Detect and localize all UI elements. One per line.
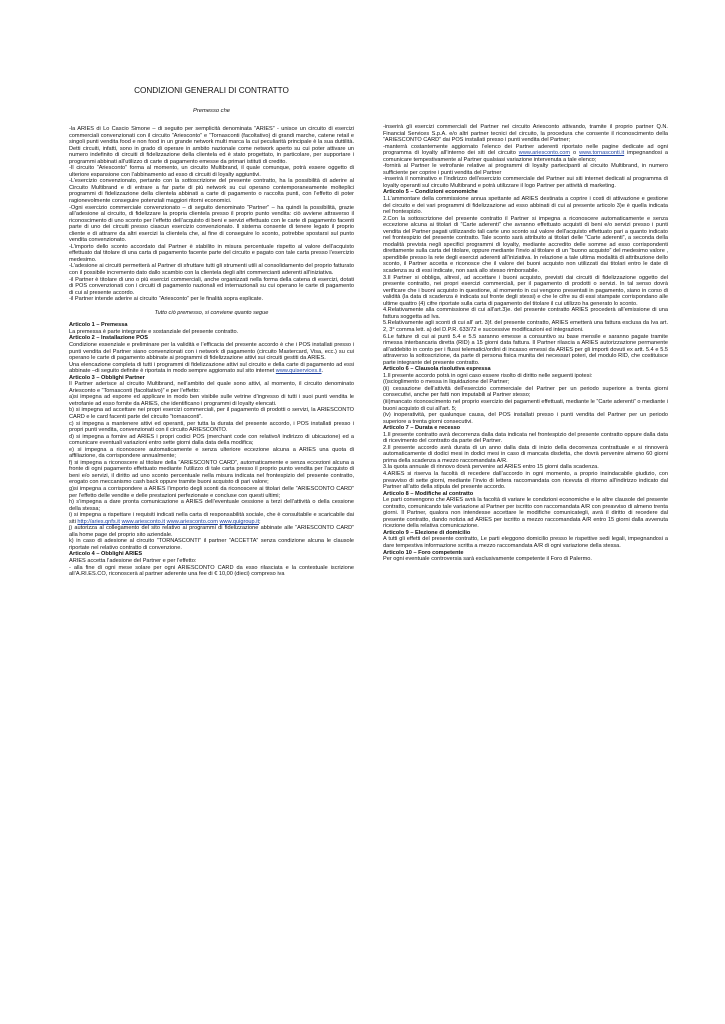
paragraph bbox=[383, 412, 668, 425]
paragraph bbox=[383, 536, 668, 549]
paragraph-text: Articolo 6 – Clausola risolutiva espressa bbox=[383, 366, 491, 373]
web-link[interactable]: www.ariesconto.com bbox=[518, 150, 571, 157]
paragraph-text: e) si impegna a riconoscere automaticamente e senza ulteriore eccezione alcuna a ARIES una quota di affiliazione, da corrispondere annualmente; bbox=[69, 446, 354, 460]
web-link[interactable]: http://aries.qnfs.it bbox=[77, 518, 120, 525]
web-link[interactable]: www.quiservices.it bbox=[275, 368, 322, 375]
paragraph bbox=[383, 445, 668, 465]
paragraph-text: (iv) inoperatività, per qualunque causa, del POS installati presso i punti vendita del Partner per un periodo superiore a trenta giorni consecutivi. bbox=[383, 412, 668, 425]
web-link[interactable]: www.ariesconto.it bbox=[121, 518, 166, 525]
paragraph-text: -L’esercizio convenzionato, pertanto con la sottoscrizione del presente contratto, ha la possibilità di aderire al Circuito Multibrand e di entrare a far parte di più network su cui operano contemporaneamente molteplici programmi di fidelizzazione della clientela abbinati a carte di pagamento o raccolta punti, con l’effetto di poter ragionevolmente conseguire potenziali maggiori ritorni economici. bbox=[69, 178, 354, 205]
paragraph bbox=[69, 381, 354, 394]
paragraph-text: 6.Le fatture di cui ai punti 5.4 e 5.5 saranno emesse a consuntivo su base mensile e saranno pagate tramite rimessa interbancaria diretta (RID) a 15 giorni data fattura. Il Partner rilascia a ARIES autorizzazione permanente all’addebito in conto per i flussi telematici/ordini di incasso emessi da ARIES per gli importi dovuti ex artt. 5.4 e 5.5 attraverso la sottoscrizione, da parte di persona fisica munita dei necessari poteri, del modulo RID, che costituisce parte integrante del presente contratto. bbox=[383, 333, 668, 366]
paragraph bbox=[383, 275, 668, 308]
paragraph-text: 1.L’ammontare della commissione annua spettante ad ARIES destinata a coprire i costi di attivazione e gestione del circuito e dei vari programmi di fidelizzazione ad esso abbinati di cui al presente articolo 3)e è quella indicata nel frontespizio. bbox=[383, 196, 668, 216]
web-link[interactable]: www.ariesconto.com bbox=[166, 518, 218, 525]
paragraph-text: o bbox=[570, 150, 580, 157]
paragraph bbox=[383, 386, 668, 399]
paragraph-text: f) si impegna a riconoscere al titolare della “ARIESCONTO CARD”, automaticamente e senza eccezioni alcuna a fronte di ogni pagamento effettuato mediante l’utilizzo di tale carta presso il proprio punto vendita per l’acquisto di beni e/o servizi, il diritto ad uno sconto percentuale nella misura indicata nel frontespizio del presente contratto, erogato con meccanismo cash back oppure tramite buoni acquisto di pari valore; bbox=[69, 459, 354, 486]
left-column bbox=[69, 126, 354, 578]
paragraph-text: 2.Con la sottoscrizione del presente contratto il Partner si impegna a riconoscere automaticamente e senza eccezione alcuna ai titolari di “Carte aderenti” che avranno effettuato acquisti di beni e/o servizi presso i punti vendita del Partner pagati utilizzando tali carte uno sconto sul valore dell’acquisto effettuato pari a quanto indicato nel frontespizio del presente contratto. Tale sconto sarà attribuito ai titolari delle “Carte aderenti”, a seconda della modalità prevista negli specifici programmi di loyalty, mediante accredito delle somme ad esso corrispondenti direttamente sulla carta del titolare, oppure mediante l’invio al titolare di un “buono acquisto” del medesimo valore , spendibile presso la rete degli esercizi aderenti all’iniziativa. In relazione a tale ultima modalità di attribuzione dello sconto, il Partner accetta e riconosce che il valore dei buoni acquisto non utilizzati dai titolari entro le date di scadenza su di essi indicate, non sarà allo stesso rimborsabile. bbox=[383, 215, 668, 275]
paragraph-text: j) autorizza al collegamento del sito relativo ai programmi di fidelizzazione abbinate alle “ARIESCONTO CARD” alla home page del proprio sito aziendale. bbox=[69, 525, 354, 538]
paragraph-text: Condizione essenziale e preliminare per la validità e l’efficacia del presente accordo è che i POS installati presso i punti vendita del Partner siano convenzionati con i network di pagamento (circuito Mastercard, Visa, ecc.) su cui operano le carte di pagamento abbinate ai programmi di fidelizzazione attivi sui circuiti gestiti da ARIES. bbox=[69, 341, 354, 362]
paragraph-text: 4.Relativamente alla commissione di cui all’art.3)e. del presente contratto ARIES procederà all’emissione di una fattura soggetta ad Iva. bbox=[383, 307, 668, 320]
paragraph bbox=[69, 434, 354, 447]
paragraph-text: ARIES accetta l’adesione del Partner e per l’effetto: bbox=[69, 558, 197, 564]
paragraph-text: a)si impegna ad esporre ed applicare in modo ben visibile sulle vetrine d’ingresso di tutti i suoi punti vendita le vetrofanie ad esso fornite da ARIES, che identificano i programmi di loyalty elencati. bbox=[69, 394, 354, 407]
paragraph bbox=[69, 499, 354, 512]
paragraph-text: i) si impegna a rispettare i requisiti indicati nella carta di responsabilità sociale, che è consultabile e scaricabile dai siti bbox=[69, 512, 354, 525]
paragraph bbox=[383, 334, 668, 367]
paragraph-text: Articolo 2 – Installazione POS bbox=[69, 335, 148, 342]
paragraph-text: . bbox=[321, 368, 324, 375]
paragraph-text: -fornirà al Partner le vetrofanie relative ai programmi di loyalty partecipanti al circuito Multibrand, in numero sufficiente per coprire i punti vendita del Partner bbox=[383, 163, 668, 176]
paragraph bbox=[69, 565, 354, 578]
paragraph-text: impegnandosi a comunicare tempestivamente al Partner qualsiasi variazione intervenuta a tale elenco; bbox=[383, 150, 668, 163]
paragraph-text: -Ogni esercizio commerciale convenzionato – di seguito denominato “Partner” – ha quindi la possibilità, grazie all’adesione al circuito, di fidelizzare la propria clientela presso il proprio punto vendita: ciò avviene attraverso il riconoscimento di uno sconto per l’effetto dell’acquisto di beni e servizi effettuato con le carte di pagamento facenti parte di uno dei circuiti presso ciascun esercizio convenzionato. Il sistema consente di tenere legato il proprio cliente e di attrarre da altri esercizi la clientela che, al fine di conseguire lo sconto, potrebbe spostarsi sul punto vendita convenzionato. bbox=[69, 204, 354, 244]
paragraph-text: Articolo 1 – Premessa bbox=[69, 322, 128, 329]
right-column bbox=[383, 124, 668, 563]
paragraph-text: Articolo 7 – Durata e recesso bbox=[383, 425, 461, 432]
paragraph bbox=[69, 447, 354, 460]
paragraph-text: 3.Il Partner si obbliga, altresì, ad accettare i buoni acquisto, previsti dai circuiti di fidelizzazione oggetto del presente contratto, nei propri esercizi commerciali, per il pagamento di prodotti o servizi. In tal senso dovrà verificare che i buoni acquisto in questione, al momento in cui vengono presentati in pagamento, siano in corso di validità (la data di scadenza è indicata sul fronte degli stessi) e che le cifre su di essi stampate corrispondano alle ultime quattro (4) cifre riportate sulla carta di pagamento del titolare il cui utilizzo ha generato lo sconto. bbox=[383, 274, 668, 307]
paragraph bbox=[383, 144, 668, 164]
paragraph-text: c) si impegna a mantenere attivi ed operanti, per tutta la durata del presente accordo, i POS installati presso i propri punti vendita, convenzionati con il circuito ARIESCONTO. bbox=[69, 420, 354, 434]
paragraph-text: Le parti convengono che ARIES avrà la facoltà di variare le condizioni economiche e le altre clausole del presente contratto, comunicando tale variazione al Partner per iscritto con raccomandata A/R con preavviso di almeno trenta giorni. Il Partner, qualora non intendesse accettare le modifiche comunicategli, avrà il diritto di recedere dal presente contratto, dando notizia ad ARIES per iscritto a mezzo raccomandata A/R entro 15 giorni dalla avvenuta ricezione della relativa comunicazione. bbox=[383, 497, 668, 530]
paragraph-text: Articolo 3 – Obblighi Partner bbox=[69, 374, 145, 381]
paragraph-text: 5.Relativamente agli sconti di cui all’ art. 3)f. del presente contratto, ARIES emetterà una fattura esclusa da Iva art. 2, 3° comma lett. a) del D.P.R. 633/72 e successive modificazioni ed integrazioni. bbox=[383, 320, 668, 333]
paragraph-text: -Il circuito “Ariesconto” forma al momento, un circuito Multibrand, il quale comunque, potrà essere oggetto di ulteriore espansione con l’abbinamento ad esso di circuiti di loyalty aggiuntivi. bbox=[69, 165, 354, 178]
paragraph-text: -L’importo dello sconto accordato dal Partner è stabilito in misura percentuale rispetto al valore dell’acquisto effettuato dal titolare di una carta di pagamento facente parte del circuito e pagato con tale carta presso l’esercizio medesimo. bbox=[69, 243, 354, 263]
paragraph bbox=[69, 244, 354, 264]
paragraph bbox=[69, 165, 354, 178]
paragraph bbox=[69, 296, 354, 303]
document-title: CONDIZIONI GENERALI DI CONTRATTO bbox=[134, 86, 289, 95]
paragraph bbox=[383, 320, 668, 333]
paragraph bbox=[69, 205, 354, 244]
paragraph-text: h) s’impegna a dare pronta comunicazione a ARIES dell’eventuale cessione a terzi dell’attività o della cessione della stessa; bbox=[69, 499, 354, 512]
paragraph-text: Articolo 9 – Elezione di domicilio bbox=[383, 529, 471, 536]
paragraph bbox=[69, 126, 354, 165]
paragraph-text: d) si impegna a fornire ad ARIES i propri codici POS (merchant code con relativo/i indirizzo di ubicazione) ed a comunicare eventuali variazioni entro sette giorni dalla data della modifica; bbox=[69, 433, 354, 447]
web-link[interactable]: www.quigroup.it bbox=[219, 518, 260, 525]
paragraph bbox=[69, 512, 354, 525]
paragraph-text: Tutto ciò premesso, si conviene quanto segue bbox=[154, 309, 269, 316]
paragraph-text: Il Partner aderisce al circuito Multibrand, nell’ambito del quale sono attivi, al momento, il circuito denominato Ariesconto e “Tornasconti (facoltativo)” e per l’effetto: bbox=[69, 381, 354, 394]
paragraph-text: -manterrà costantemente aggiornato l’elenco dei Partner aderenti riportato nelle pagine dedicate ad ogni programma di loyalty all’interno dei siti del circuito bbox=[383, 143, 668, 157]
paragraph-text: k) in caso di adesione al circuito “TORNASCONTI” il partner “ACCETTA” senza condizione alcuna le clausole riportate nel relativo contratto di convenzione. bbox=[69, 538, 354, 551]
paragraph bbox=[383, 163, 668, 176]
paragraph bbox=[383, 124, 668, 144]
paragraph-text: Articolo 10 – Foro competente bbox=[383, 549, 464, 556]
paragraph bbox=[383, 196, 668, 216]
paragraph-text: g)si impegna a corrispondere a ARIES l’importo degli sconti da riconoscere ai titolari delle “ARIESCONTO CARD” per l’effetto delle vendite e delle prestazioni perfezionate e concluse con questi ultimi; bbox=[69, 485, 354, 499]
paragraph-text: La premessa è parte integrante e sostanziale del presente contratto. bbox=[69, 328, 239, 335]
paragraph bbox=[69, 277, 354, 297]
paragraph bbox=[69, 486, 354, 499]
paragraph-text: -il Partner è titolare di uno o più esercizi commerciali, anche organizzati nella forma della catena di esercizi, dotati di POS convenzionati con i circuiti di pagamento nazionali ed internazionali su cui operano le carte di pagamento di cui al presente accordo. bbox=[69, 276, 354, 296]
paragraph bbox=[383, 432, 668, 445]
paragraph-text: 4.ARIES si riserva la facoltà di recedere dall’accordo in ogni momento, a proprio insindacabile giudizio, con preavviso di sette giorni, mediante l’invio di lettera raccomandata con ricevuta di ritorno all’indirizzo indicato dal Partner all’atto della stipula del presente accordo. bbox=[383, 470, 668, 491]
paragraph-text: 1.Il presente contratto avrà decorrenza dalla data indicata nel frontespizio del presente contratto oppure dalla data di ricevimento del contratto da parte del Partner. bbox=[383, 431, 668, 445]
paragraph-text: Articolo 5 – Condizioni economiche bbox=[383, 189, 478, 196]
paragraph bbox=[69, 178, 354, 204]
paragraph-text: 3.la quota annuale di rinnovo dovrà pervenire ad ARIES entro 15 giorni dalla scadenza. bbox=[383, 464, 599, 471]
paragraph-text: 2.Il presente accordo avrà durata di un anno dalla data di inizio della decorrenza contrattuale e si rinnoverà automaticamente di dodici mesi in dodici mesi in caso di mancata disdetta, che dovrà pervenire almeno 60 giorni prima della scadenza a mezzo raccomandata A/R. bbox=[383, 444, 668, 464]
paragraph bbox=[69, 538, 354, 551]
paragraph-text: -la ARIES di Lo Cascio Simone – di seguito per semplicità denominata “ARIES” - unisce un circuito di esercizi commerciali convenzionati con il circuito “Ariesconto” e “Tornasconti (facoltativo) di grandi marche, catene retail e singoli punti vendita food e non food in un grande network multi marca la cui peculiarità principale è la sua duttilità. Detti circuiti, infatti, sono in grado di operare in ambito nazionale come network aperto su cui poter attivare un numero indefinito di circuiti di fidelizzazione della clientela ed è stato progettato, in particolare, per supportare i programmi abbinati all’utilizzo di carte di pagamento emesse da primari istituti di credito. bbox=[69, 126, 354, 165]
web-link[interactable]: www.tornasconti.it bbox=[579, 150, 625, 157]
paragraph bbox=[383, 556, 668, 563]
paragraph-text: -il Partner intende aderire ai circuito “Ariesconto” per le finalità sopra esplicate. bbox=[69, 296, 264, 303]
paragraph bbox=[69, 362, 354, 375]
paragraph bbox=[69, 421, 354, 434]
paragraph-text: Per ogni eventuale controversia sarà esclusivamente competente il Foro di Palermo. bbox=[383, 556, 592, 563]
agreement-intro bbox=[69, 310, 354, 317]
paragraph bbox=[383, 471, 668, 491]
paragraph-text: b) si impegna ad accettare nei propri esercizi commerciali, per il pagamento di prodotti o servizi, la ARIESCONTO CARD e le card facenti parte del circuito “tornasconti”. bbox=[69, 407, 354, 420]
paragraph bbox=[383, 307, 668, 320]
paragraph bbox=[383, 216, 668, 275]
paragraph-text: Una elencazione completa di tutti i programmi di fidelizzazione attivi sul circuito e della carte di pagamento ad essi abbinate –di seguito definite è riportata in modo sempre aggiornato sul sito internet bbox=[69, 361, 354, 375]
paragraph-text: (ii) cessazione dell’attività dell’esercizio commerciale del Partner per un periodo superiore a trenta giorni consecutivi, anche per fatti non imputabili al Partner stesso; bbox=[383, 385, 668, 399]
paragraph bbox=[69, 460, 354, 486]
paragraph bbox=[383, 176, 668, 189]
paragraph bbox=[69, 342, 354, 362]
document-subtitle: Premesso che bbox=[192, 108, 231, 114]
paragraph bbox=[383, 497, 668, 530]
paragraph-text: -L’adesione ai circuiti permetterà al Partner di sfruttare tutti gli strumenti utili al consolidamento del proprio fatturato con il possibile incremento dato dallo scambio con la clientela degli altri commercianti aderenti all’iniziativa. bbox=[69, 263, 354, 277]
paragraph-text: A tutti gli effetti del presente contratto, Le parti eleggono domicilio presso le rispettive sedi legali, impegnandosi a dare tempestiva informazione scritta a mezzo raccomandata A/R di ogni variazione della stessa. bbox=[383, 536, 668, 549]
paragraph bbox=[69, 525, 354, 538]
paragraph-text: ; bbox=[259, 518, 261, 525]
paragraph bbox=[69, 263, 354, 276]
paragraph-text: 1.Il presente accordo potrà in ogni caso essere risolto di diritto nelle seguenti ipotesi: bbox=[383, 372, 593, 379]
paragraph-text: Articolo 8 – Modifiche al contratto bbox=[383, 490, 474, 497]
paragraph-text: Articolo 4 – Obblighi ARIES bbox=[69, 551, 143, 558]
paragraph-text: - alla fine di ogni mese solare per ogni ARIESCONTO CARD da esso rilasciata e la contestuale iscrizione all’A.RI.ES.CO, riconoscerà al partner aderente una fee di € 10,00 (dieci) compreso iva bbox=[69, 564, 354, 578]
paragraph bbox=[383, 399, 668, 412]
paragraph bbox=[69, 394, 354, 407]
paragraph-text: (iii)mancato riconoscimento nel proprio esercizio dei pagamenti effettuati, mediante le “Carte aderenti” o mediante i buoni acquisto di cui all’art. 5; bbox=[383, 398, 668, 412]
paragraph-text: -inserirà gli esercizi commerciali del Partner nel circuito Ariesconto attivando, tramite il proprio partner Q.N. Financial Services S.p.A. e/o altri partner tecnici del circuito, la procedura che consente il riconoscimento della “ARIESCONTO CARD” dai POS installati presso i punti vendita del Partner; bbox=[383, 124, 668, 144]
paragraph bbox=[69, 407, 354, 420]
paragraph-text: -inserirà il nominativo e l’indirizzo dell’esercizio commerciale del Partner sui siti internet dedicati al programma di loyalty operanti sul circuito Multibrand e potrà utilizzare il logo Partner per attività di marketing. bbox=[383, 176, 668, 189]
paragraph-text: (i)scioglimento o messa in liquidazione del Partner; bbox=[383, 379, 510, 386]
